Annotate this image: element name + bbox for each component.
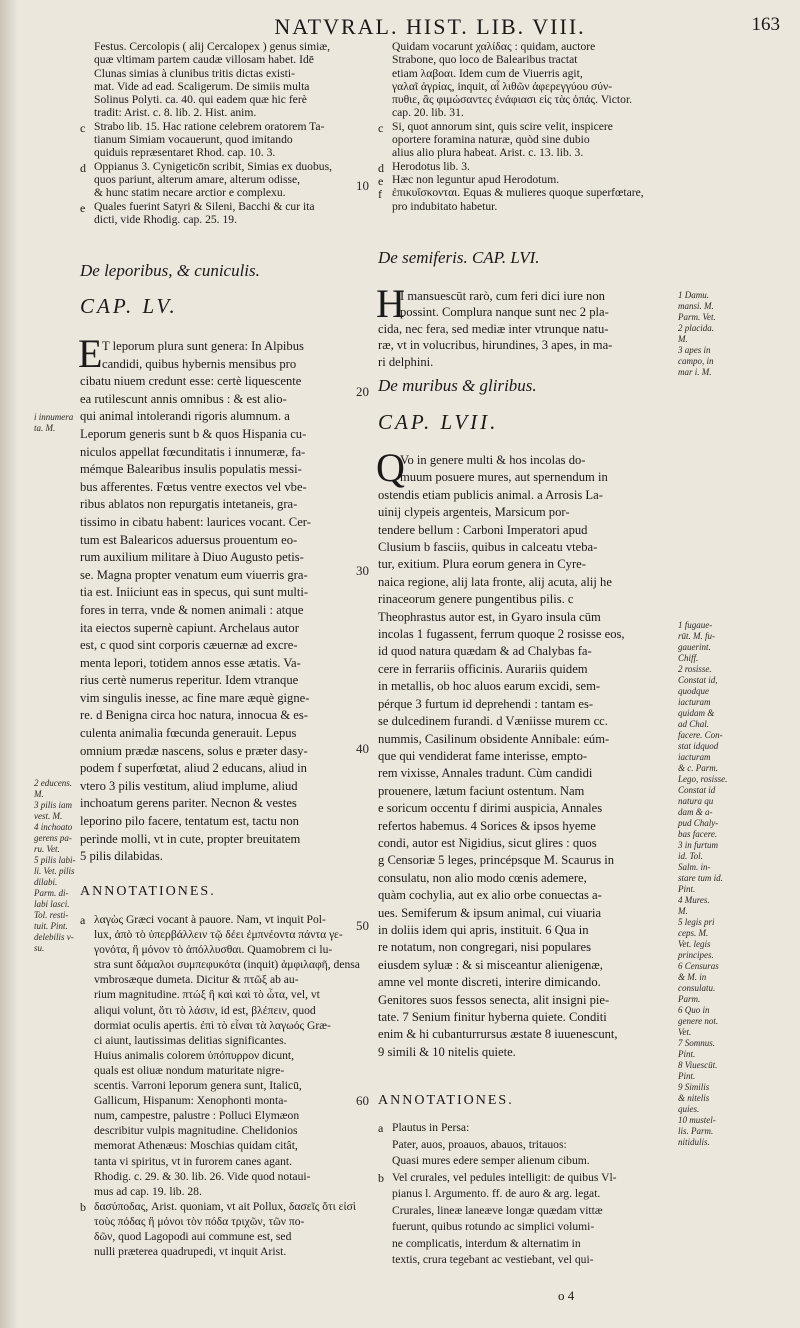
note-line: quos pariunt, alterum amare, alterum odisse, <box>94 172 301 186</box>
text-line: T leporum plura sunt genera: In Alpibus <box>102 339 304 353</box>
text-line: podem f superfœtat, aliud 2 educans, aliud in <box>80 761 307 776</box>
margin-line: principes. <box>678 950 714 960</box>
margin-line: id. Tol. <box>678 851 703 861</box>
margin-line: Pint. <box>678 1071 696 1081</box>
margin-line: quidam & <box>678 708 715 718</box>
margin-line: 2 rosisse. <box>678 664 712 674</box>
margin-line: M. <box>34 789 44 799</box>
text-line: menta lepori, totidem annos esse ætatis. Va- <box>80 655 301 670</box>
text-line: que qui vendiderat fame interisse, empto- <box>378 748 588 763</box>
margin-line: ru. Vet. <box>34 844 60 854</box>
note-item <box>378 160 674 173</box>
note-marker: c <box>378 120 384 135</box>
margin-line: genere not. <box>678 1016 719 1026</box>
margin-line: vest. M. <box>34 811 63 821</box>
note-item <box>80 120 380 160</box>
note-line: oportere foramina naturæ, quòd sine dubio <box>392 133 590 147</box>
text-line: niculos appellat fœcunditatis i innumeræ, fa- <box>80 444 306 459</box>
margin-line: ceps. M. <box>678 928 709 938</box>
margin-line: 6 Quo in <box>678 1005 710 1015</box>
margin-line: dam & a- <box>678 807 713 817</box>
note-line: Quidam vocarunt χαλίδας : quidam, auctore <box>392 40 596 53</box>
note-line: γονότα, ἢ μόνον τὸ ἀπόλλυσθαι. Quamobrem ci lu- <box>94 943 333 957</box>
text-line: tum est Balearicos aduersus prouentum eo- <box>80 532 298 547</box>
text-line: naica regione, alij lata fronte, alij acuta, alij he <box>378 574 612 589</box>
right-annotations <box>378 1120 674 1269</box>
note-line: memorat Athenæus: Moschias quidam citât, <box>94 1139 298 1153</box>
note-marker: e <box>378 173 384 188</box>
text-line: possint. Complura nanque sunt nec 2 pla- <box>400 305 609 320</box>
margin-line: gerens pa- <box>34 833 72 843</box>
note-line: textis, crura tegebant ac vestiebant, vel qui- <box>392 1253 594 1266</box>
text-line: 5 pilis dilabidas. <box>80 849 163 864</box>
note-line: Crurales, lineæ laneæve longæ quædam vittæ <box>392 1203 603 1217</box>
chapter-heading: CAP. LV. <box>80 294 178 318</box>
drop-cap-initial: H <box>376 281 405 326</box>
text-line: mémque Balearibus insulis populatis messi- <box>80 462 302 477</box>
text-line: est, c quod sint corporis cæuernæ ad excre- <box>80 638 298 653</box>
text-line: tia est. Iniiciunt eas in specus, qui sunt multi- <box>80 585 309 600</box>
text-line: nummis, Casilinum obsidente Annibale: eúm- <box>378 731 610 746</box>
margin-line: Tol. resti- <box>34 910 69 920</box>
text-line: rum auxilium militare à Diuo Augusto petis- <box>80 550 304 565</box>
note-item <box>378 1120 674 1137</box>
text-line: eiusdem syluæ : & si misceantur alienigenæ, <box>378 957 603 972</box>
note-line: Quales fuerint Satyri & Sileni, Bacchi & cur ita <box>94 199 315 213</box>
text-line: fores in terra, vnde & nomen animali : atque <box>80 602 304 617</box>
margin-line: 5 legis pri <box>678 917 715 927</box>
margin-line: nitidulis. <box>678 1137 710 1147</box>
note-line: Festus. Cercolopis ( alij Cercalopex ) genus simiæ, <box>94 40 331 53</box>
note-line: vmbrosæque dumeta. Dicitur & πτῶξ ab au- <box>94 973 299 987</box>
margin-line: 4 inchoato <box>34 822 73 832</box>
text-line: tissimo in cibatu habent: laurices vocant. Cer- <box>80 514 311 529</box>
text-line: amne vel monte discreti, interire dimicando. <box>378 975 601 990</box>
note-line: rium magnitudine. πτώξ ἢ καὶ καὶ τὸ ὦτα, vel, vt <box>94 988 320 1002</box>
note-line: alius alio plura habeat. Arist. c. 13. lib. 3. <box>392 146 584 160</box>
text-line: in doliis idem qui apris, instituit. 6 Qua in <box>378 922 589 937</box>
section-title: De semiferis. CAP. LVI. <box>378 248 540 267</box>
margin-line: stat idquod <box>678 741 719 751</box>
margin-line: Parm. Vet. <box>678 312 716 322</box>
note-item <box>378 1170 674 1269</box>
note-item <box>80 912 380 1199</box>
note-line: tianum Simiam vocauerunt, quod imitando <box>94 133 293 147</box>
margin-line: i innumera <box>34 412 74 422</box>
text-line: e soricum occentu f dirimi auspicia, Annales <box>378 801 603 816</box>
margin-line: Chiff. <box>678 653 699 663</box>
margin-line: 5 pilis labi- <box>34 855 76 865</box>
text-line: re. d Benigna circa hoc natura, innocua & es- <box>80 708 308 723</box>
note-item <box>80 160 380 200</box>
right-section2-title-wrap <box>378 378 674 394</box>
margin-line: 1 Damu. <box>678 290 709 300</box>
margin-line: Pint. <box>678 884 696 894</box>
note-line: Strabone, quo loco de Balearibus tractat <box>392 53 578 67</box>
note-line: quæ vltimam partem caudæ villosam habet. Idē <box>94 53 314 67</box>
margin-line: natura qu <box>678 796 714 806</box>
text-line: tur, exitium. Plura eorum genera in Cyre- <box>378 557 586 572</box>
margin-line: Parm. <box>678 994 701 1004</box>
text-line: omnium prædæ nascens, solus e præter dasy- <box>80 743 308 758</box>
note-line: pro indubitato habetur. <box>392 199 498 213</box>
note-item <box>378 120 674 160</box>
note-line: ἐπικυΐσκονται. Equas & mulieres quoque superfœtare, <box>392 186 644 200</box>
text-line: condi, autor est Nigidius, sicut glires : quos <box>378 835 597 850</box>
note-line: scentis. Varroni leporum genera sunt, Italicū, <box>94 1079 302 1093</box>
text-line: I mansuescūt rarò, cum feri dici iure non <box>400 289 605 303</box>
note-line: Vel crurales, vel pedules intelligit: de quibus Vl- <box>392 1170 617 1184</box>
margin-line: iacturam <box>678 752 711 762</box>
margin-line: tuit. Pint. <box>34 921 68 931</box>
text-line: tate. 7 Senium finitur hyberna quiete. Conditi <box>378 1010 607 1024</box>
note-line: Strabo lib. 15. Hac ratione celebrem oratorem Ta- <box>94 119 325 133</box>
note-item <box>378 40 674 120</box>
drop-cap-initial: Q <box>376 445 405 490</box>
margin-line: 9 Similis <box>678 1082 710 1092</box>
text-line: Vo in genere multi & hos incolas do- <box>400 453 586 467</box>
note-marker: e <box>80 200 86 215</box>
note-marker: a <box>378 1121 384 1135</box>
margin-line: dilabi. <box>34 877 58 887</box>
text-line: tendere bellum : Carboni Imperatori apud <box>378 522 588 537</box>
margin-line: ta. M. <box>34 423 56 433</box>
note-line: dormiat oculis apertis. ἐπὶ τὸ εἶναι τὰ λαγωός Græ- <box>94 1018 331 1032</box>
line-number: 50 <box>356 918 369 933</box>
text-line: candidi, quibus hybernis mensibus pro <box>102 356 297 371</box>
page-number: 163 <box>751 14 780 35</box>
text-line: cibatu niuem credunt esse: certè liquescente <box>80 374 302 389</box>
note-line: aliqui volunt, ὅτι τὸ λάσιν, id est, βλέπειν, quod <box>94 1003 316 1017</box>
note-line: Pater, auos, proauos, abauos, tritauos: <box>392 1137 567 1151</box>
note-item <box>378 186 674 213</box>
right-margin-note <box>678 620 748 1148</box>
note-line: δῶν, quod Lagopodi aui commune est, sed <box>94 1229 292 1243</box>
note-line: describitur vulpis magnitudine. Chelidonios <box>94 1124 298 1138</box>
note-item <box>80 200 380 227</box>
margin-line: facere. Con- <box>678 730 723 740</box>
margin-line: & c. Parm. <box>678 763 718 773</box>
margin-line: su. <box>34 943 45 953</box>
text-line: rius certè numerus reperitur. Idem vtranque <box>80 673 299 688</box>
margin-line: Vet. legis <box>678 939 711 949</box>
text-line: consulatu, non alio modo cœnis ademere, <box>378 870 587 885</box>
text-line: refertos habemus. 4 Sorices & ipsos hyeme <box>378 818 596 833</box>
margin-line: rūt. M. fu- <box>678 631 715 641</box>
left-top-notes <box>80 40 380 226</box>
margin-line: 7 Somnus. <box>678 1038 716 1048</box>
note-line: quals est oliuæ nondum maturitate nigre- <box>94 1063 285 1077</box>
text-line: re notatum, non congregari, nisi populares <box>378 940 591 955</box>
margin-line: & M. in <box>678 972 707 982</box>
margin-line: & nitelis <box>678 1093 710 1103</box>
line-number: 10 <box>356 178 369 193</box>
note-line: mus ad cap. 19. lib. 28. <box>94 1184 202 1198</box>
note-item <box>378 173 674 186</box>
section-title: De leporibus, & cuniculis. <box>80 261 260 280</box>
note-line: tanta vi spiritus, vt in furorem canes agant. <box>94 1154 293 1168</box>
chapter-heading: CAP. LVII. <box>378 410 499 434</box>
note-marker: b <box>378 1170 384 1185</box>
text-line: muum posuere mures, aut spernendum in <box>400 470 608 485</box>
margin-line: li. Vet. pilis <box>34 866 75 876</box>
margin-line: Constat id <box>678 785 716 795</box>
margin-line: lis. Parm. <box>678 1126 714 1136</box>
text-line: id quod natura quædam & ad Chalybas fa- <box>378 644 592 659</box>
margin-line: Vet. <box>678 1027 692 1037</box>
margin-line: Parm. di- <box>34 888 69 898</box>
left-chapter-wrap <box>80 294 380 318</box>
note-line: fuerunt, quibus rotundo ac simplici volumi- <box>392 1220 595 1233</box>
margin-line: 6 Censuras <box>678 961 719 971</box>
text-line: Leporum generis sunt b & quos Hispania cu- <box>80 426 307 441</box>
margin-line: ad Chal. <box>678 719 710 729</box>
margin-line: 3 pilis iam <box>34 800 73 810</box>
note-line: tradit: Arist. c. 8. lib. 2. Hist. anim. <box>94 106 257 120</box>
text-line: inchoatum gerens pariter. Necnon & vestes <box>80 796 297 811</box>
right-chapter-wrap <box>378 410 674 434</box>
margin-line: M. <box>678 334 688 344</box>
left-margin-note <box>34 412 80 434</box>
left-body-text <box>78 331 380 866</box>
margin-line: quies. <box>678 1104 700 1114</box>
text-line: ues. Semiferum & ipsum animal, cui viuaria <box>378 905 602 920</box>
note-line: Oppianus 3. Cynigeticōn scribit, Simias ex duobus, <box>94 159 332 173</box>
note-line: γαλαῖ ἀγρίας, inquit, αἷ λιθῶν ἀφερεγγύου σύν- <box>392 79 613 93</box>
margin-line: 2 educens. <box>34 778 72 788</box>
text-line: g Censoriæ 5 leges, princépsque M. Scaurus in <box>378 853 615 868</box>
drop-cap-initial: E <box>78 331 103 376</box>
margin-line: pud Chaly- <box>678 818 719 828</box>
note-marker: b <box>80 1199 86 1214</box>
margin-line: Pint. <box>678 1049 696 1059</box>
note-line: Hæc non leguntur apud Herodotum. <box>392 172 560 186</box>
margin-line: 10 mustel- <box>678 1115 716 1125</box>
text-line: qui animal intolerandi rigoris alumnum. a <box>80 409 290 424</box>
text-line: vim singulis inesse, ac fine mare æquè gigne- <box>80 690 310 705</box>
note-line: ne complicatis, interdum & alternatim in <box>392 1236 581 1250</box>
text-line: ribus ablatos non repurgatis intetaneis, gra- <box>80 497 298 512</box>
margin-line: gauerint. <box>678 642 711 652</box>
text-line: incolas 1 fugassent, ferrum quoque 2 rosisse eos, <box>378 627 625 642</box>
margin-line: Salm. in- <box>678 862 711 872</box>
line-number: 40 <box>356 741 369 756</box>
annotations-heading: ANNOTATIONES. <box>378 1093 514 1108</box>
note-line: & hunc statim necare arctior e complexu. <box>94 186 286 200</box>
line-number: 30 <box>356 563 369 578</box>
note-line: Rhodig. c. 29. & 30. lib. 26. Vide quod notaui- <box>94 1169 311 1183</box>
note-line: Plautus in Persa: <box>392 1121 470 1134</box>
note-marker: c <box>80 120 86 135</box>
left-annotations-title-wrap <box>80 884 380 900</box>
margin-line: Lego, rosisse. <box>678 774 728 784</box>
margin-line: delebilis v- <box>34 932 74 942</box>
note-marker: d <box>80 160 86 175</box>
note-marker: f <box>378 187 382 202</box>
note-line: num, campestre, palustre : Polluci Elymæon <box>94 1109 300 1123</box>
note-line: λαγὼς Græci vocant à pauore. Nam, vt inquit Pol- <box>94 913 326 926</box>
margin-line: campo, in <box>678 356 714 366</box>
left-annotations <box>80 912 380 1259</box>
note-line: πυθιε, ἂς φιμώσαντες ἐνάφιασι εἰς τὰς ὀπάς. Victor. <box>392 93 633 107</box>
margin-line: mansi. M. <box>678 301 714 311</box>
text-line: vtero 3 pilis vestitum, aliud implume, aliud <box>80 778 298 793</box>
text-line: perinde molli, vt in cute, propter breuitatem <box>80 831 301 846</box>
note-line: Herodotus lib. 3. <box>392 159 470 173</box>
note-line: Clunas simias à clunibus tritis dictas existi- <box>94 66 295 80</box>
note-line: lux, ἀπὸ τὸ ὑπερβάλλειν τῷ δέει ἐμπνέοντα πάντα γε- <box>94 928 343 942</box>
line-number: 20 <box>356 384 369 399</box>
right-section1-text <box>376 281 674 370</box>
note-line: ci aiunt, lautissimas delitias significantes. <box>94 1033 287 1047</box>
text-line: cere in ferrariis officinis. Aurariis quidem <box>378 661 588 676</box>
text-line: in metallis, ob hoc aluos earum excidi, sem- <box>378 679 601 694</box>
text-line: ri delphini. <box>378 354 434 369</box>
margin-line: labi lasci. <box>34 899 70 909</box>
note-line: pianus l. Argumento. ff. de auro & arg. legat. <box>392 1187 601 1200</box>
text-line: ræ, vt in volucribus, hirundines, 3 apes, in ma- <box>378 338 613 353</box>
right-margin-note <box>678 290 748 378</box>
text-line: prouenere, lætum faciunt ostentum. Nam <box>378 783 585 798</box>
note-line: dicti, vide Rhodig. cap. 25. 19. <box>94 212 237 226</box>
section-title: De muribus & gliribus. <box>378 376 537 395</box>
text-line: se. Magna propter venatum eum viuerris gra- <box>80 567 308 582</box>
text-line: ita eiectos supernè capiunt. Archelaus autor <box>80 620 299 635</box>
margin-line: quodque <box>678 686 709 696</box>
text-line: se dulcedinem furandi. d Væniisse murem cc. <box>378 714 608 729</box>
text-line: leporino pilo facere, tentatum est, tactu non <box>80 814 299 829</box>
text-line: culenta animalia fœcunda generauit. Lepus <box>80 726 297 741</box>
note-line: Si, quot annorum sint, quis scire velit, inspicere <box>392 119 613 133</box>
running-title: NATVRAL. HIST. LIB. VIII. <box>274 14 586 39</box>
note-line: τοὺς πόδας ἢ μόνοι τὸν πόδα τριχῶν, τῶν πο- <box>94 1214 305 1228</box>
margin-line: Constat id, <box>678 675 718 685</box>
note-item <box>80 1199 380 1259</box>
right-body-text <box>376 445 674 1061</box>
text-line: Genitores suos fessos senecta, alit insigni pie- <box>378 992 610 1007</box>
note-line: stra sunt δάμαλοι συμπεφυκότα (inquit) ἀμφιλαφῆ, densa <box>94 958 360 972</box>
note-line: Quasi mures edere semper alienum cibum. <box>392 1154 590 1167</box>
text-line: enim & hi cubanturrursus æstate 8 iuuenescunt, <box>378 1027 618 1042</box>
note-line: Huius animalis colorem ὑπόπυρρον dicunt, <box>94 1048 295 1062</box>
margin-line: 8 Viuescūt. <box>678 1060 718 1070</box>
text-line: ea rutilescunt annis omnibus : & est alio- <box>80 391 287 406</box>
text-line: 9 simili & 10 nitelis quiete. <box>378 1044 516 1059</box>
margin-line: mar i. M. <box>678 367 712 377</box>
text-line: ostendis etiam publicis animal. a Arrosis La- <box>378 487 603 502</box>
margin-line: 3 in furtum <box>678 840 719 850</box>
note-line: Solinus Polyti. ca. 40. qui eadem quæ hic ferè <box>94 93 307 107</box>
text-line: Theophrastus autor est, in Gyaro insula cūm <box>378 609 601 624</box>
margin-line: 3 apes in <box>678 345 711 355</box>
margin-line: M. <box>678 906 688 916</box>
text-line: cida, nec fera, sed mediæ inter vtrunque natu- <box>378 321 609 336</box>
margin-line: 1 fugaue- <box>678 620 713 630</box>
note-line: quiduis repræsentaret Rhod. cap. 10. 3. <box>94 146 276 160</box>
note-line: nulli præterea quadrupedi, vt inquit Arist. <box>94 1245 287 1259</box>
right-top-notes <box>378 40 674 213</box>
margin-line: 2 placida. <box>678 323 714 333</box>
note-line: δασύποδας, Arist. quoniam, vt ait Pollux, δασεῖς ὅτι εἰσὶ <box>94 1199 357 1213</box>
note-line: etiam λαβοαι. Idem cum de Viuerris agit, <box>392 66 583 80</box>
margin-line: bas facere. <box>678 829 718 839</box>
annotations-heading: ANNOTATIONES. <box>80 884 216 899</box>
text-line: bus afferentes. Fœtus ventre exectos vel vbe- <box>80 479 307 494</box>
margin-line: consulatu. <box>678 983 716 993</box>
note-marker: d <box>378 160 384 175</box>
note-marker: a <box>80 913 86 927</box>
right-section1-title-wrap <box>378 250 674 266</box>
margin-line: stare tum id. <box>678 873 723 883</box>
text-line: quàm cochylia, aut ex alio orbe conuectas a- <box>378 888 602 903</box>
left-section-heading-wrap <box>80 263 380 279</box>
signature-mark: o 4 <box>558 1288 575 1303</box>
right-annotations-title-wrap <box>378 1093 674 1109</box>
note-line: mat. Vide ad ead. Scaligerum. De simiis multa <box>94 79 310 93</box>
text-line: Clusium b fasciis, quibus in calceatu vteba- <box>378 540 598 555</box>
note-line: cap. 20. lib. 31. <box>392 106 464 120</box>
text-line: rem vixisse, Annales tradunt. Cùm candidi <box>378 766 593 781</box>
left-margin-note <box>34 778 80 954</box>
note-item <box>80 40 380 120</box>
margin-line: iacturam <box>678 697 711 707</box>
note-line: Gallicum, Hispanum: Xenophonti monta- <box>94 1094 288 1108</box>
margin-line: 4 Mures. <box>678 895 710 905</box>
text-line: pérque 3 furtum id deprehendi : tantam es- <box>378 696 594 711</box>
line-number: 60 <box>356 1093 369 1108</box>
text-line: rinaceorum genere pungentibus pilis. c <box>378 592 574 607</box>
note-item <box>378 1137 674 1170</box>
text-line: uinij clypeis argenteis, Marsicum por- <box>378 505 570 520</box>
